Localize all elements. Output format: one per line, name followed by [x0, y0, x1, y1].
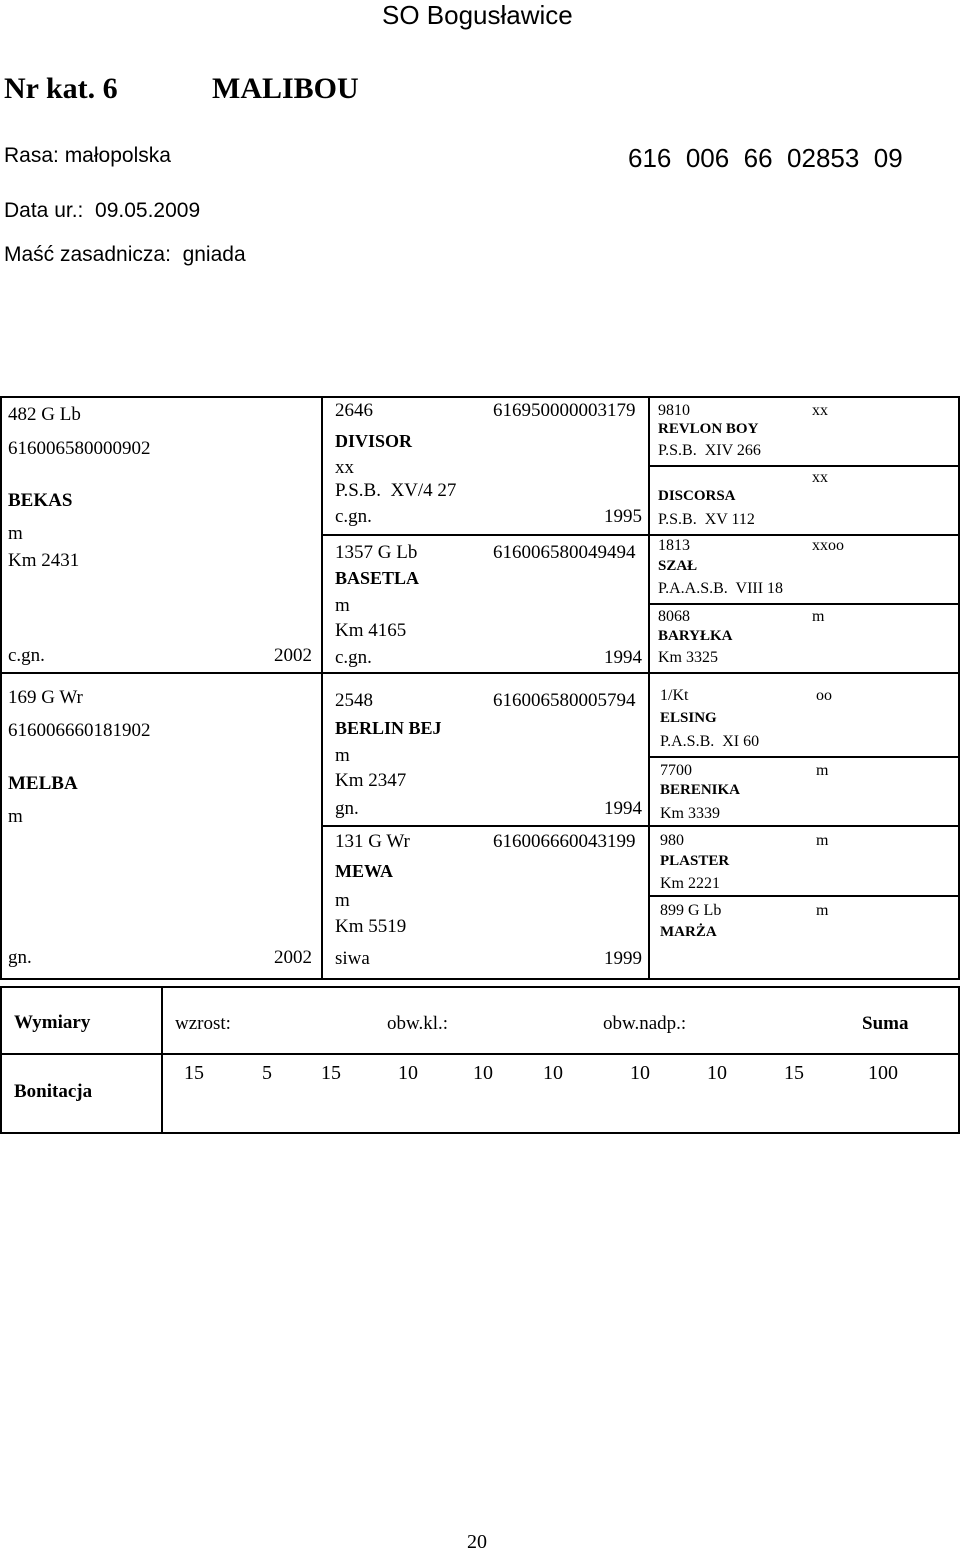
score-2: 5 — [262, 1062, 272, 1084]
dam-ueln: 616006660181902 — [8, 720, 151, 741]
coat-color: Maść zasadnicza: gniada — [4, 243, 246, 266]
ss-sex: xx — [335, 457, 354, 478]
dd-number: 131 G Wr — [335, 831, 410, 852]
ds-km: Km 2347 — [335, 770, 407, 791]
sire-name: BEKAS — [8, 490, 73, 511]
gp6-divider — [648, 825, 960, 827]
dd-year: 1999 — [604, 948, 642, 969]
ds-year: 1994 — [604, 798, 642, 819]
organization-title: SO Bogusławice — [382, 0, 573, 30]
ds-number: 2548 — [335, 690, 373, 711]
gp-plaster-km: Km 2221 — [660, 875, 720, 892]
gp-plaster-breed: m — [816, 832, 829, 849]
score-1: 15 — [184, 1062, 204, 1084]
ds-ueln: 616006580005794 — [493, 690, 636, 711]
gp3-divider — [648, 603, 960, 605]
gp-revlon-number: 9810 — [658, 402, 690, 419]
dd-sex: m — [335, 890, 350, 911]
score-5: 10 — [473, 1062, 493, 1084]
ss-ueln: 616950000003179 — [493, 400, 636, 421]
ss-book: P.S.B. XV/4 27 — [335, 480, 457, 501]
sire-year: 2002 — [274, 645, 312, 666]
ds-color: gn. — [335, 798, 359, 819]
score-3: 15 — [321, 1062, 341, 1084]
gp-berenika-name: BERENIKA — [660, 782, 741, 798]
gp5-divider — [648, 756, 960, 758]
gp-plaster-number: 980 — [660, 832, 684, 849]
gp2-divider — [648, 534, 960, 536]
pedigree-divider — [0, 672, 960, 674]
sire-parents-divider — [321, 534, 648, 536]
gp-elsing-book: P.A.S.B. XI 60 — [660, 733, 760, 750]
measurements-label-divider — [161, 986, 163, 1134]
score-9: 15 — [784, 1062, 804, 1084]
gp-szal-number: 1813 — [658, 537, 690, 554]
sire-color: c.gn. — [8, 645, 45, 666]
dam-year: 2002 — [274, 947, 312, 968]
score-8: 10 — [707, 1062, 727, 1084]
gp-barylka-km: Km 3325 — [658, 649, 718, 666]
dam-parents-divider — [321, 825, 648, 827]
dam-name: MELBA — [8, 773, 78, 794]
bonitation-label: Bonitacja — [14, 1081, 93, 1102]
pedigree-col-divider-1 — [321, 396, 323, 980]
sd-km: Km 4165 — [335, 620, 407, 641]
dam-color: gn. — [8, 947, 32, 968]
catalog-number: Nr kat. 6 — [4, 72, 118, 105]
sd-number: 1357 G Lb — [335, 542, 418, 563]
sd-sex: m — [335, 595, 350, 616]
gp-plaster-name: PLASTER — [660, 853, 730, 869]
page-number: 20 — [467, 1531, 487, 1553]
sd-ueln: 616006580049494 — [493, 542, 636, 563]
birth-date: Data ur.: 09.05.2009 — [4, 199, 201, 222]
sum-label: Suma — [862, 1013, 909, 1034]
gp-barylka-breed: m — [812, 608, 825, 625]
gp-szal-book: P.A.A.S.B. VIII 18 — [658, 580, 784, 597]
score-total: 100 — [868, 1062, 898, 1084]
gp-barylka-number: 8068 — [658, 608, 690, 625]
gp-szal-name: SZAŁ — [658, 558, 698, 574]
sd-color: c.gn. — [335, 647, 372, 668]
horse-name: MALIBOU — [212, 72, 359, 105]
gp-elsing-number: 1/Kt — [660, 687, 689, 704]
ss-color: c.gn. — [335, 506, 372, 527]
gp-berenika-breed: m — [816, 762, 829, 779]
dd-color: siwa — [335, 948, 370, 969]
breed-label: Rasa: małopolska — [4, 144, 171, 167]
sire-sex: m — [8, 523, 23, 544]
gp-szal-breed: xxoo — [812, 537, 844, 554]
gp-discorsa-breed: xx — [812, 469, 828, 486]
id-number: 616 006 66 02853 09 — [628, 143, 903, 173]
ss-year: 1995 — [604, 506, 642, 527]
dam-number: 169 G Wr — [8, 687, 83, 708]
gp-revlon-breed: xx — [812, 402, 828, 419]
gp-berenika-km: Km 3339 — [660, 805, 720, 822]
gp-marza-name: MARŻA — [660, 924, 717, 940]
gp-marza-number: 899 G Lb — [660, 902, 722, 919]
gp-berenika-number: 7700 — [660, 762, 692, 779]
sd-name: BASETLA — [335, 568, 420, 588]
chest-label: obw.kl.: — [387, 1013, 449, 1034]
gp-elsing-breed: oo — [816, 687, 832, 704]
gp-discorsa-book: P.S.B. XV 112 — [658, 511, 755, 528]
gp-marza-breed: m — [816, 902, 829, 919]
dd-name: MEWA — [335, 861, 393, 881]
gp7-divider — [648, 895, 960, 897]
score-7: 10 — [630, 1062, 650, 1084]
measurements-table — [0, 986, 960, 1134]
sire-km: Km 2431 — [8, 550, 80, 571]
gp-revlon-name: REVLON BOY — [658, 421, 759, 437]
gp-discorsa-name: DISCORSA — [658, 488, 736, 504]
pedigree-col-divider-2 — [648, 396, 650, 980]
dd-ueln: 616006660043199 — [493, 831, 636, 852]
measurements-divider — [0, 1053, 960, 1055]
sire-ueln: 616006580000902 — [8, 438, 151, 459]
gp1-divider — [648, 465, 960, 467]
measurements-label: Wymiary — [14, 1012, 91, 1033]
gp-revlon-book: P.S.B. XIV 266 — [658, 442, 761, 459]
score-4: 10 — [398, 1062, 418, 1084]
ss-name: DIVISOR — [335, 431, 413, 451]
sd-year: 1994 — [604, 647, 642, 668]
ss-number: 2646 — [335, 400, 373, 421]
ds-name: BERLIN BEJ — [335, 718, 442, 738]
height-label: wzrost: — [175, 1013, 231, 1034]
score-6: 10 — [543, 1062, 563, 1084]
cannon-label: obw.nadp.: — [603, 1013, 687, 1034]
sire-number: 482 G Lb — [8, 404, 81, 425]
gp-elsing-name: ELSING — [660, 710, 717, 726]
dam-sex: m — [8, 806, 23, 827]
ds-sex: m — [335, 745, 350, 766]
dd-km: Km 5519 — [335, 916, 407, 937]
gp-barylka-name: BARYŁKA — [658, 628, 733, 644]
